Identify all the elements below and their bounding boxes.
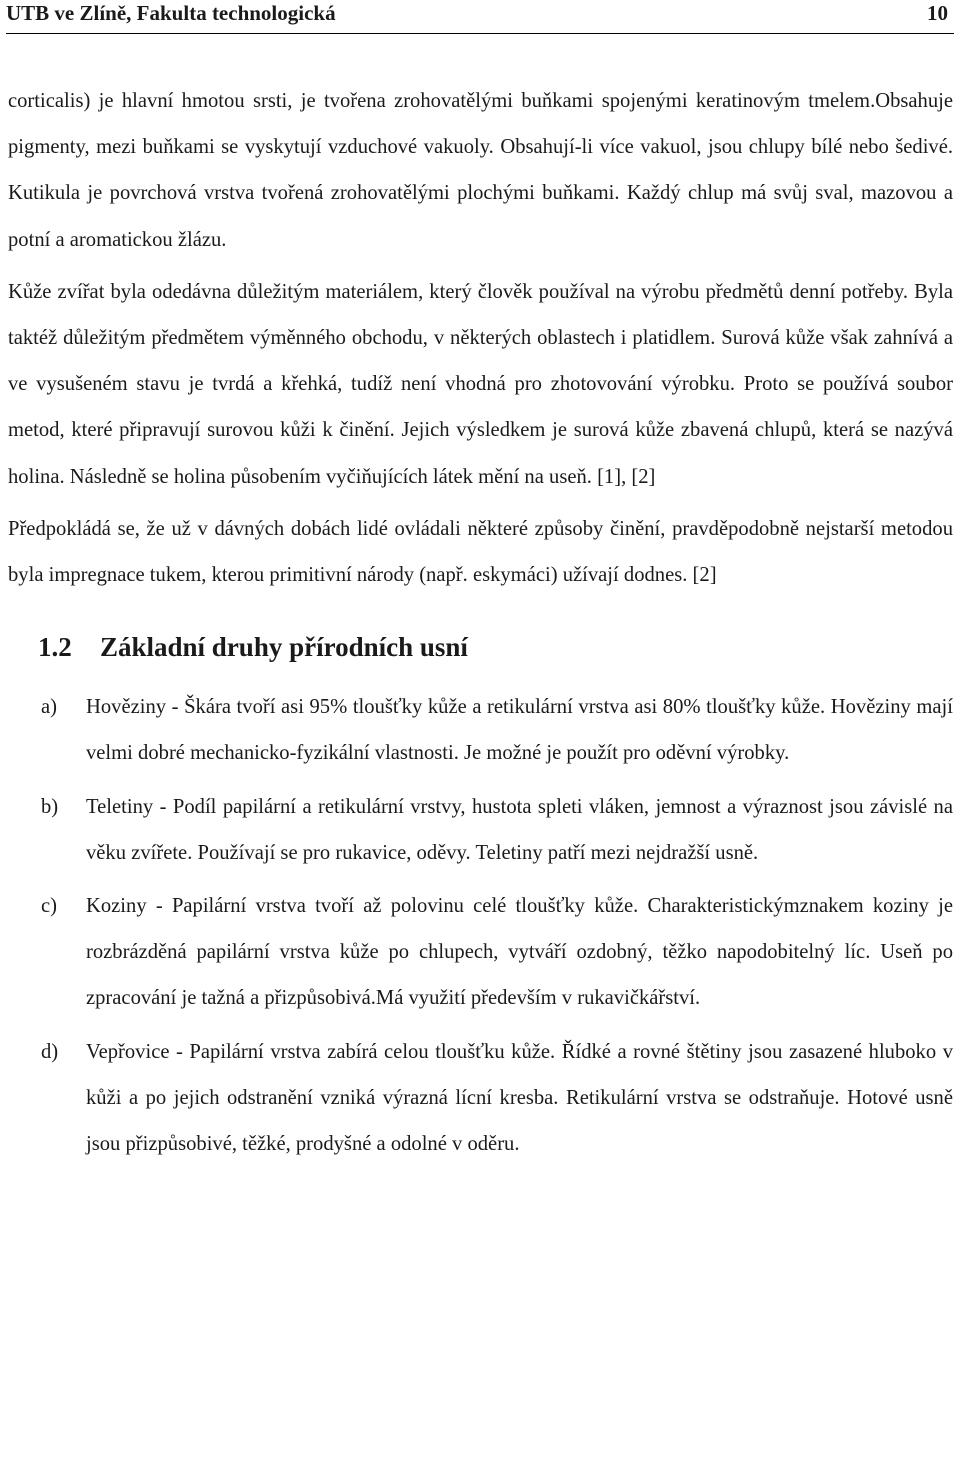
paragraph-hair-structure: corticalis) je hlavní hmotou srsti, je tvořena zrohovatělými buňkami spojenými keratinovým tmelem.Obsahuje pigmenty, mezi buňkami se vyskytují vzduchové vakuoly. Obsahují-li více vakuol, jsou chlupy bílé nebo šedivé. Kutikula je povrchová vrstva tvořená zrohovatělými plochými buňkami. Každý chlup má svůj sval, mazovou a potní a aromatickou žlázu. bbox=[8, 90, 953, 251]
list-item-marker: c) bbox=[41, 895, 57, 918]
list-item-marker: b) bbox=[41, 795, 59, 818]
list-item-text: Vepřovice - Papilární vrstva zabírá celou tloušťku kůže. Řídké a rovné štětiny jsou zasazené hluboko v kůži a po jejich odstranění vzniká výrazná lícní kresba. Retikulární vrstva se odstraňuje. Hotové usně jsou přizpůsobivé, těžké, prodyšné a odolné v oděru. bbox=[86, 1040, 953, 1156]
page-number: 10 bbox=[927, 1, 948, 25]
list-item-marker: d) bbox=[41, 1040, 59, 1063]
leather-types-list bbox=[8, 684, 953, 1167]
list-item-marker: a) bbox=[41, 696, 57, 719]
list-item bbox=[8, 883, 953, 1022]
document-body bbox=[8, 78, 953, 1174]
section-title: Základní druhy přírodních usní bbox=[100, 632, 468, 663]
list-item bbox=[8, 684, 953, 776]
list-item bbox=[8, 1029, 953, 1168]
paragraph-leather-history: Kůže zvířat byla odedávna důležitým materiálem, který člověk používal na výrobu předmětů denní potřeby. Byla taktéž důležitým předmětem výměnného obchodu, v některých oblastech i platidlem. Surová kůže však zahnívá a ve vysušeném stavu je tvrdá a křehká, tudíž není vhodná pro zhotovování výrobku. Proto se používá soubor metod, které připravují surovou kůži k činění. Jejich výsledkem je surová kůže zbavená chlupů, která se nazývá holina. Následně se holina působením vyčiňujících látek mění na useň. [1], [2] bbox=[8, 280, 953, 488]
list-item-text: Teletiny - Podíl papilární a retikulární vrstvy, hustota spleti vláken, jemnost a výraznost jsou závislé na věku zvířete. Používají se pro rukavice, oděvy. Teletiny patří mezi nejdražší usně. bbox=[86, 795, 953, 864]
list-item bbox=[8, 784, 953, 876]
section-heading bbox=[38, 630, 953, 664]
page-header bbox=[6, 0, 954, 34]
list-item-text: Koziny - Papilární vrstva tvoří až polovinu celé tloušťky kůže. Charakteristickýmznakem koziny je rozbrázděná papilární vrstva kůže po chlupech, vytváří ozdobný, těžko napodobitelný líc. Useň po zpracování je tažná a přizpůsobivá.Má využití především v rukavičkářství. bbox=[86, 895, 953, 1010]
header-title: UTB ve Zlíně, Fakulta technologická bbox=[6, 1, 336, 25]
paragraph-tanning-origins: Předpokládá se, že už v dávných dobách lidé ovládali některé způsoby činění, pravděpodobně nejstarší metodou byla impregnace tukem, kterou primitivní národy (např. eskymáci) užívají dodnes. [2] bbox=[8, 517, 953, 587]
list-item-text: Hověziny - Škára tvoří asi 95% tloušťky kůže a retikulární vrstva asi 80% tloušťky kůže. Hověziny mají velmi dobré mechanicko-fyzikální vlastnosti. Je možné je použít pro oděvní výrobky. bbox=[86, 696, 953, 765]
section-number: 1.2 bbox=[38, 632, 72, 663]
